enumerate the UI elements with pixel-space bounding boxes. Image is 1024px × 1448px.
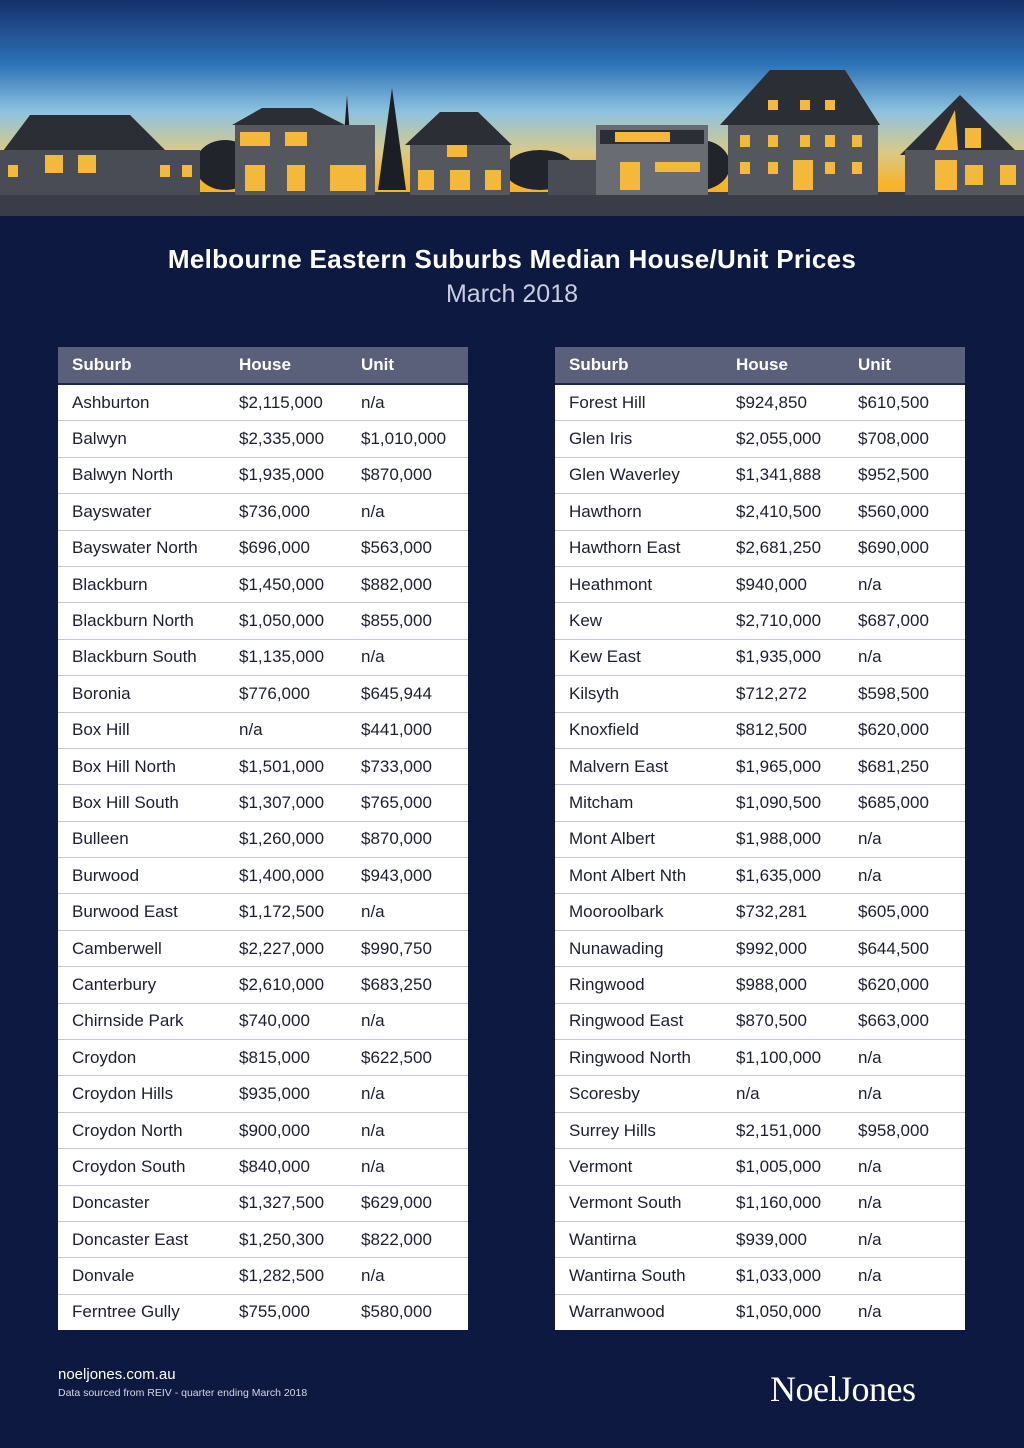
house-skyline-illustration — [0, 0, 1024, 216]
suburb-cell: Mont Albert Nth — [555, 858, 722, 894]
unit-price-cell: $563,000 — [347, 530, 468, 566]
house-price-cell: n/a — [225, 712, 347, 748]
house-price-cell: $815,000 — [225, 1040, 347, 1076]
unit-price-cell: $645,944 — [347, 676, 468, 712]
unit-price-cell: $1,010,000 — [347, 421, 468, 457]
table-row — [58, 1185, 468, 1221]
house-price-cell: $1,135,000 — [225, 639, 347, 675]
table-row — [555, 1149, 965, 1185]
house-price-cell: $1,050,000 — [736, 1302, 822, 1322]
unit-price-cell: $708,000 — [844, 421, 965, 457]
unit-price-cell: n/a — [347, 384, 468, 421]
suburb-cell: Kilsyth — [555, 676, 722, 712]
table-row — [555, 1112, 965, 1148]
unit-price-cell: $882,000 — [347, 566, 468, 602]
house-price-cell: $939,000 — [722, 1221, 844, 1257]
house-price-cell: $740,000 — [225, 1003, 347, 1039]
suburb-cell: Ringwood — [555, 967, 722, 1003]
table-row — [555, 1294, 965, 1330]
table-row — [58, 894, 468, 930]
skyline-banner — [0, 0, 1024, 216]
table-row — [58, 384, 468, 421]
suburb-cell: Surrey Hills — [555, 1112, 722, 1148]
unit-price-cell: $560,000 — [844, 494, 965, 530]
table-row — [58, 639, 468, 675]
suburb-cell: Balwyn North — [58, 457, 225, 493]
table-row — [555, 566, 965, 602]
unit-price-cell: n/a — [844, 1149, 965, 1185]
suburb-cell: Doncaster — [58, 1185, 225, 1221]
unit-price-cell: n/a — [844, 1040, 965, 1076]
table-row — [555, 1221, 965, 1257]
table-row — [58, 566, 468, 602]
house-price-cell: $2,681,250 — [722, 530, 844, 566]
unit-price-cell: $943,000 — [347, 858, 468, 894]
unit-price-cell: n/a — [347, 894, 468, 930]
house-price-cell: $1,635,000 — [722, 858, 844, 894]
suburb-cell: Mont Albert — [555, 821, 722, 857]
suburb-cell: Ringwood East — [555, 1003, 722, 1039]
unit-price-cell: $870,000 — [347, 457, 468, 493]
table-row — [555, 603, 965, 639]
table-row — [58, 712, 468, 748]
unit-price-cell: $610,500 — [844, 384, 965, 421]
suburb-cell: Blackburn South — [58, 639, 225, 675]
unit-price-cell: n/a — [844, 1258, 965, 1294]
suburb-cell: Box Hill South — [58, 785, 225, 821]
column-header-house: House — [722, 347, 844, 384]
table-row — [58, 421, 468, 457]
suburb-cell: Blackburn — [58, 566, 225, 602]
house-price-cell: $924,850 — [722, 384, 844, 421]
unit-price-cell: $685,000 — [844, 785, 965, 821]
house-price-cell: $1,327,500 — [225, 1185, 347, 1221]
table-row — [58, 1076, 468, 1112]
suburb-cell: Boronia — [58, 676, 225, 712]
house-price-cell: $812,500 — [722, 712, 844, 748]
house-price-cell: $1,282,500 — [225, 1258, 347, 1294]
house-price-cell: n/a — [722, 1076, 844, 1112]
suburb-cell: Forest Hill — [555, 384, 722, 421]
suburb-cell: Ashburton — [58, 384, 225, 421]
suburb-cell: Hawthorn — [555, 494, 722, 530]
house-price-cell: $1,172,500 — [225, 894, 347, 930]
house-price-cell: $1,965,000 — [722, 748, 844, 784]
table-row — [555, 1076, 965, 1112]
table-row — [58, 930, 468, 966]
table-row — [555, 894, 965, 930]
unit-price-cell: $952,500 — [844, 457, 965, 493]
unit-price-cell: n/a — [844, 566, 965, 602]
house-price-cell: $2,610,000 — [225, 967, 347, 1003]
house-price-cell: $1,501,000 — [225, 748, 347, 784]
source-note: Data sourced from REIV - quarter ending March 2018 — [58, 1387, 308, 1399]
house-price-cell: $1,005,000 — [722, 1149, 844, 1185]
table-row — [555, 1003, 965, 1039]
table-row — [555, 676, 965, 712]
suburb-cell: Croydon South — [58, 1149, 225, 1185]
table-row — [555, 639, 965, 675]
unit-price-cell: n/a — [844, 1221, 965, 1257]
house-price-cell: $2,055,000 — [722, 421, 844, 457]
house-price-cell: $992,000 — [722, 930, 844, 966]
table-row — [555, 785, 965, 821]
table-row — [58, 967, 468, 1003]
table-row — [555, 494, 965, 530]
house-price-cell: $935,000 — [225, 1076, 347, 1112]
suburb-cell: Blackburn North — [58, 603, 225, 639]
table-row — [555, 1258, 965, 1294]
house-price-cell: $1,450,000 — [225, 566, 347, 602]
price-table-left — [58, 347, 468, 1330]
house-price-cell: $1,935,000 — [722, 639, 844, 675]
table-row — [555, 530, 965, 566]
house-price-cell: $1,935,000 — [225, 457, 347, 493]
unit-price-cell: n/a — [347, 1003, 468, 1039]
table-row — [555, 858, 965, 894]
unit-price-cell: n/a — [347, 1258, 468, 1294]
unit-price-cell: $629,000 — [347, 1185, 468, 1221]
house-price-cell: $1,050,000 — [225, 603, 347, 639]
table-row — [58, 1149, 468, 1185]
page-subtitle: March 2018 — [445, 280, 579, 308]
unit-price-cell: n/a — [844, 639, 965, 675]
unit-price-cell: n/a — [844, 858, 965, 894]
house-price-cell: $696,000 — [225, 530, 347, 566]
table-row — [555, 1185, 965, 1221]
table-row — [58, 530, 468, 566]
table-row — [58, 676, 468, 712]
table-row — [58, 494, 468, 530]
suburb-cell: Box Hill North — [58, 748, 225, 784]
table-row — [555, 457, 965, 493]
suburb-cell: Croydon Hills — [58, 1076, 225, 1112]
unit-price-cell: $683,250 — [347, 967, 468, 1003]
unit-price-cell: $870,000 — [347, 821, 468, 857]
unit-price-cell: $580,000 — [361, 1302, 432, 1322]
house-price-cell: $1,100,000 — [722, 1040, 844, 1076]
house-price-cell: $1,160,000 — [722, 1185, 844, 1221]
house-price-cell: $1,260,000 — [225, 821, 347, 857]
table-row — [58, 1112, 468, 1148]
unit-price-cell: $663,000 — [844, 1003, 965, 1039]
suburb-cell: Mooroolbark — [555, 894, 722, 930]
suburb-cell: Bulleen — [58, 821, 225, 857]
table-row — [555, 384, 965, 421]
unit-price-cell: n/a — [347, 1149, 468, 1185]
suburb-cell: Burwood — [58, 858, 225, 894]
table-row — [58, 1294, 468, 1330]
unit-price-cell: n/a — [858, 1302, 882, 1322]
unit-price-cell: $620,000 — [844, 967, 965, 1003]
unit-price-cell: n/a — [347, 639, 468, 675]
suburb-cell: Doncaster East — [58, 1221, 225, 1257]
table-row — [555, 712, 965, 748]
unit-price-cell: n/a — [347, 1076, 468, 1112]
column-header-suburb: Suburb — [58, 347, 225, 384]
table-row — [555, 930, 965, 966]
house-price-cell: $2,227,000 — [225, 930, 347, 966]
unit-price-cell: $681,250 — [844, 748, 965, 784]
table-row — [555, 1040, 965, 1076]
website-link[interactable]: noeljones.com.au — [58, 1366, 176, 1383]
table-row — [58, 785, 468, 821]
price-table-right — [555, 347, 965, 1330]
suburb-cell: Croydon North — [58, 1112, 225, 1148]
house-price-cell: $1,400,000 — [225, 858, 347, 894]
house-price-cell: $1,090,500 — [722, 785, 844, 821]
unit-price-cell: $990,750 — [347, 930, 468, 966]
suburb-cell: Warranwood — [569, 1302, 665, 1322]
house-price-cell: $2,151,000 — [722, 1112, 844, 1148]
suburb-cell: Knoxfield — [555, 712, 722, 748]
suburb-cell: Ringwood North — [555, 1040, 722, 1076]
table-row — [58, 821, 468, 857]
unit-price-cell: $690,000 — [844, 530, 965, 566]
unit-price-cell: n/a — [347, 494, 468, 530]
table-row — [58, 1221, 468, 1257]
unit-price-cell: $765,000 — [347, 785, 468, 821]
table-header-row — [58, 347, 468, 384]
suburb-cell: Bayswater — [58, 494, 225, 530]
suburb-cell: Wantirna South — [555, 1258, 722, 1294]
suburb-cell: Mitcham — [555, 785, 722, 821]
table-row — [58, 603, 468, 639]
suburb-cell: Croydon — [58, 1040, 225, 1076]
column-header-unit: Unit — [844, 347, 965, 384]
unit-price-cell: $441,000 — [347, 712, 468, 748]
unit-price-cell: n/a — [844, 821, 965, 857]
suburb-cell: Chirnside Park — [58, 1003, 225, 1039]
unit-price-cell: $822,000 — [347, 1221, 468, 1257]
unit-price-cell: $622,500 — [347, 1040, 468, 1076]
suburb-cell: Glen Iris — [555, 421, 722, 457]
house-price-cell: $988,000 — [722, 967, 844, 1003]
house-price-cell: $1,033,000 — [722, 1258, 844, 1294]
unit-price-cell: $733,000 — [347, 748, 468, 784]
table-row — [58, 1003, 468, 1039]
house-price-cell: $1,250,300 — [225, 1221, 347, 1257]
house-price-cell: $1,988,000 — [722, 821, 844, 857]
suburb-cell: Ferntree Gully — [72, 1302, 180, 1322]
unit-price-cell: n/a — [844, 1185, 965, 1221]
suburb-cell: Vermont South — [555, 1185, 722, 1221]
suburb-cell: Balwyn — [58, 421, 225, 457]
suburb-cell: Camberwell — [58, 930, 225, 966]
suburb-cell: Nunawading — [555, 930, 722, 966]
column-header-suburb: Suburb — [555, 347, 722, 384]
house-price-cell: $732,281 — [722, 894, 844, 930]
house-price-cell: $776,000 — [225, 676, 347, 712]
unit-price-cell: $644,500 — [844, 930, 965, 966]
unit-price-cell: $620,000 — [844, 712, 965, 748]
table-row — [555, 748, 965, 784]
house-price-cell: $1,307,000 — [225, 785, 347, 821]
house-price-cell: $2,335,000 — [225, 421, 347, 457]
table-row — [58, 1040, 468, 1076]
unit-price-cell: n/a — [347, 1112, 468, 1148]
table-row — [58, 748, 468, 784]
noel-jones-logo: NoelJones — [770, 1369, 916, 1409]
suburb-cell: Bayswater North — [58, 530, 225, 566]
suburb-cell: Burwood East — [58, 894, 225, 930]
column-header-unit: Unit — [347, 347, 468, 384]
house-price-cell: $2,410,500 — [722, 494, 844, 530]
table-row — [58, 858, 468, 894]
unit-price-cell: $855,000 — [347, 603, 468, 639]
house-price-cell: $712,272 — [722, 676, 844, 712]
unit-price-cell: n/a — [844, 1076, 965, 1112]
unit-price-cell: $687,000 — [844, 603, 965, 639]
table-row — [555, 421, 965, 457]
table-header-row — [555, 347, 965, 384]
suburb-cell: Kew — [555, 603, 722, 639]
unit-price-cell: $958,000 — [844, 1112, 965, 1148]
house-price-cell: $900,000 — [225, 1112, 347, 1148]
house-price-cell: $2,115,000 — [225, 384, 347, 421]
suburb-cell: Heathmont — [555, 566, 722, 602]
house-price-cell: $840,000 — [225, 1149, 347, 1185]
unit-price-cell: $598,500 — [844, 676, 965, 712]
column-header-house: House — [225, 347, 347, 384]
suburb-cell: Scoresby — [555, 1076, 722, 1112]
house-price-cell: $2,710,000 — [722, 603, 844, 639]
suburb-cell: Hawthorn East — [555, 530, 722, 566]
table-row — [555, 821, 965, 857]
suburb-cell: Wantirna — [555, 1221, 722, 1257]
table-row — [58, 457, 468, 493]
house-price-cell: $755,000 — [239, 1302, 310, 1322]
unit-price-cell: $605,000 — [844, 894, 965, 930]
suburb-cell: Malvern East — [555, 748, 722, 784]
suburb-cell: Kew East — [555, 639, 722, 675]
house-price-cell: $1,341,888 — [722, 457, 844, 493]
house-price-cell: $940,000 — [722, 566, 844, 602]
suburb-cell: Donvale — [58, 1258, 225, 1294]
suburb-cell: Glen Waverley — [555, 457, 722, 493]
table-row — [58, 1258, 468, 1294]
page-title: Melbourne Eastern Suburbs Median House/Unit Prices — [167, 244, 857, 274]
house-price-cell: $736,000 — [225, 494, 347, 530]
table-row — [555, 967, 965, 1003]
house-price-cell: $870,500 — [722, 1003, 844, 1039]
suburb-cell: Box Hill — [58, 712, 225, 748]
suburb-cell: Canterbury — [58, 967, 225, 1003]
suburb-cell: Vermont — [555, 1149, 722, 1185]
